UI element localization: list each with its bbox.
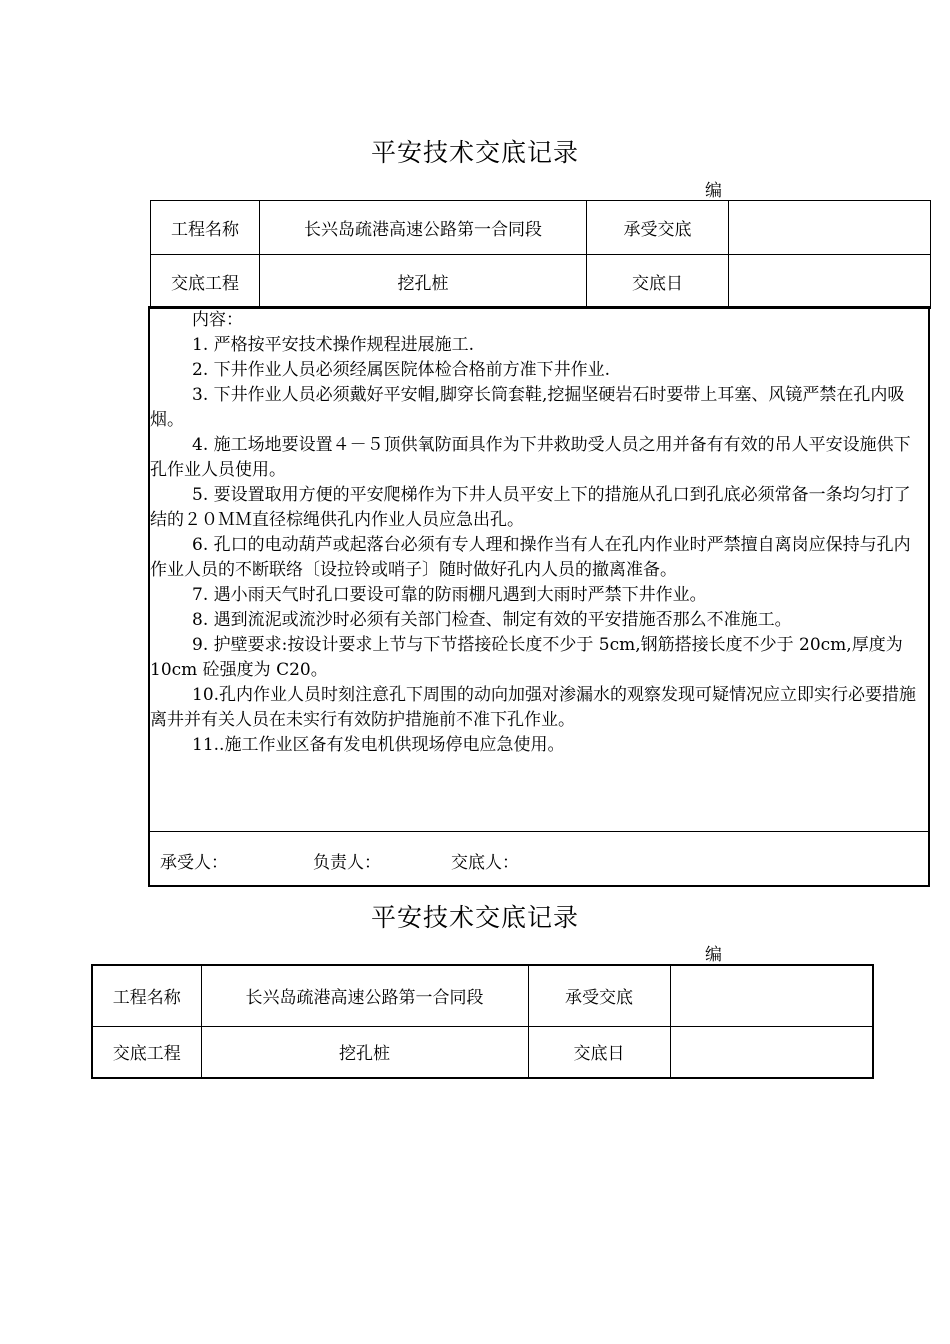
record2-code-label: 编 <box>705 945 722 965</box>
signature-divider <box>149 831 929 832</box>
content-item: 10.孔内作业人员时刻注意孔下周围的动向加强对渗漏水的观察发现可疑情况应立即实行必要措施离井并有关人员在未实行有效防护措施前不准下孔作业。 <box>150 685 917 730</box>
content-item: 5. 要设置取用方便的平安爬梯作为下井人员平安上下的措施从孔口到孔底必须常备一条均匀打了结的２０ＭＭ直径棕绳供孔内作业人员应急出孔。 <box>150 485 911 530</box>
receiver-value <box>670 965 873 1026</box>
receiver-label: 承受交底 <box>587 201 729 255</box>
content-item: 3. 下井作业人员必须戴好平安帽,脚穿长筒套鞋,挖掘坚硬岩石时要带上耳塞、风镜严禁在孔内吸烟。 <box>150 385 905 430</box>
content-item: 6. 孔口的电动葫芦或起落台必须有专人理和操作当有人在孔内作业时严禁擅自离岗应保持与孔内作业人员的不断联络〔设拉铃或哨子〕随时做好孔内人员的撤离准备。 <box>150 535 911 580</box>
record1-title: 平安技术交底记录 <box>370 138 579 167</box>
disclosure-item-label: 交底工程 <box>151 255 260 309</box>
disclosure-date-label: 交底日 <box>587 255 729 309</box>
content-item: 9. 护壁要求:按设计要求上节与下节搭接砼长度不少于 5cm,钢筋搭接长度不少于 20cm,厚度为 10cm 砼强度为 C20。 <box>150 635 903 680</box>
project-name-label: 工程名称 <box>92 965 201 1026</box>
content-item: 2. 下井作业人员必须经属医院体检合格前方准下井作业. <box>192 360 611 380</box>
responsible-signature-label: 负责人： <box>313 853 381 873</box>
disclosure-item-label: 交底工程 <box>92 1026 201 1078</box>
disclosure-date-label: 交底日 <box>528 1026 670 1078</box>
content-item: 7. 遇小雨天气时孔口要设可靠的防雨棚凡遇到大雨时严禁下井作业。 <box>192 585 707 605</box>
content-item: 11..施工作业区备有发电机供现场停电应急使用。 <box>192 735 565 755</box>
disclosure-date-value <box>729 255 931 309</box>
record1-code-label: 编 <box>705 181 722 201</box>
project-name-value: 长兴岛疏港高速公路第一合同段 <box>201 965 528 1026</box>
content-item: 8. 遇到流泥或流沙时必须有关部门检查、制定有效的平安措施否那么不准施工。 <box>192 610 792 630</box>
disclosure-date-value <box>670 1026 873 1078</box>
receiver-signature-label: 承受人： <box>160 853 228 873</box>
content-item: 4. 施工场地要设置４－５顶供氧防面具作为下井救助受人员之用并备有有效的吊人平安设施供下孔作业人员使用。 <box>150 435 911 480</box>
receiver-label: 承受交底 <box>528 965 670 1026</box>
disclosure-item-value: 挖孔桩 <box>201 1026 528 1078</box>
discloser-signature-label: 交底人： <box>451 853 519 873</box>
receiver-value <box>729 201 931 255</box>
content-heading: 内容： <box>192 310 243 330</box>
record2-header-table <box>91 964 874 1079</box>
record1-content <box>150 308 922 758</box>
record1-header-table <box>150 200 931 309</box>
project-name-value: 长兴岛疏港高速公路第一合同段 <box>260 201 587 255</box>
disclosure-item-value: 挖孔桩 <box>260 255 587 309</box>
content-item: 1. 严格按平安技术操作规程进展施工. <box>192 335 475 355</box>
project-name-label: 工程名称 <box>151 201 260 255</box>
record2-title: 平安技术交底记录 <box>370 903 579 932</box>
